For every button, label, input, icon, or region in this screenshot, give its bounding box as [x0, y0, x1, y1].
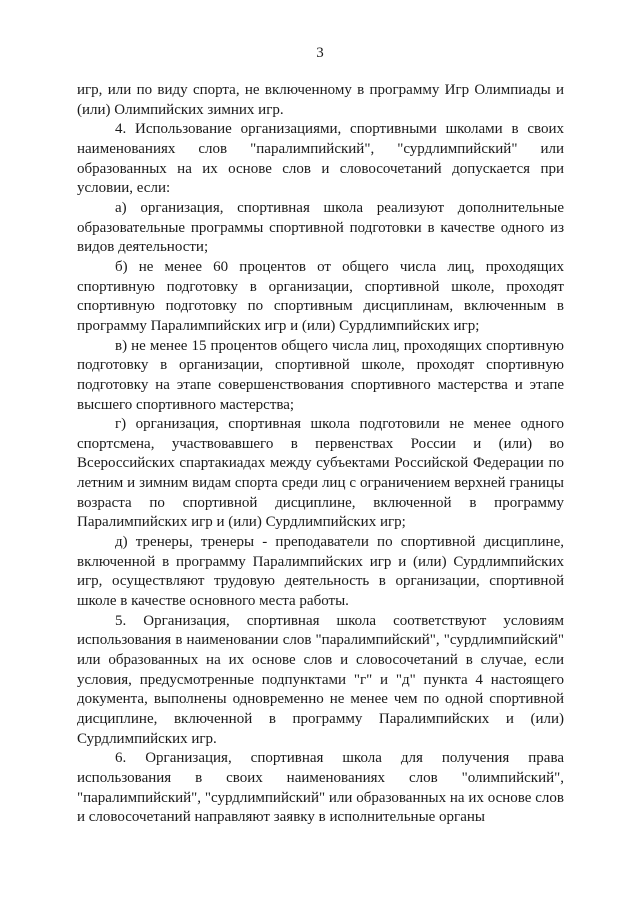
- paragraph-subclause-d: д) тренеры, тренеры - преподаватели по спортивной дисциплине, включенной в программу Паралимпийских игр и (или) Сурдлимпийских игр, осуществляют трудовую деятельность в организации, спортивной школе в качестве основного места работы.: [77, 534, 564, 610]
- paragraph-subclause-a: а) организация, спортивная школа реализуют дополнительные образовательные программы спортивной подготовки в качестве одного из видов деятельности;: [77, 199, 564, 256]
- paragraph-subclause-b: б) не менее 60 процентов от общего числа лиц, проходящих спортивную подготовку в организации, спортивной школе, проходят спортивную подготовку по спортивным дисциплинам, включенным в программу Паралимпийских игр и (или) Сурдлимпийских игр;: [77, 258, 564, 334]
- paragraph-subclause-v: в) не менее 15 процентов общего числа лиц, проходящих спортивную подготовку в организации, спортивной школе, проходят спортивную подготовку на этапе совершенствования спортивного мастерства и этапе высшего спортивного мастерства;: [77, 337, 564, 413]
- paragraph-clause-5: 5. Организация, спортивная школа соответствуют условиям использования в наименовании слов "паралимпийский", "сурдлимпийский" или образованных на их основе слов и словосочетаний в случае, если условия, предусмотренные подпунктами "г" и "д" пункта 4 настоящего документа, выполнены одновременно не менее чем по одной спортивной дисциплине, включенной в программу Паралимпийских и (или) Сурдлимпийских игр.: [77, 612, 564, 747]
- page-number: 3: [316, 45, 324, 61]
- document-body: [77, 81, 564, 828]
- paragraph-clause-6: 6. Организация, спортивная школа для получения права использования в своих наименованиях слов "олимпийский", "паралимпийский", "сурдлимпийский" или образованных на их основе слов и словосочетаний направляют заявку в исполнительные органы: [77, 750, 564, 826]
- paragraph-subclause-g: г) организация, спортивная школа подготовили не менее одного спортсмена, участвовавшего в первенствах России и (или) во Всероссийских спартакиадах между субъектами Российской Федерации по летним и зимним видам спорта среди лиц с ограничением верхней границы возраста по спортивной дисциплине, включенной в программу Паралимпийских игр и (или) Сурдлимпийских игр;: [77, 416, 564, 531]
- paragraph-continuation: игр, или по виду спорта, не включенному в программу Игр Олимпиады и (или) Олимпийских зимних игр.: [77, 82, 564, 118]
- paragraph-clause-4: 4. Использование организациями, спортивными школами в своих наименованиях слов "паралимпийский", "сурдлимпийский" или образованных на их основе слов и словосочетаний допускается при условии, если:: [77, 121, 564, 197]
